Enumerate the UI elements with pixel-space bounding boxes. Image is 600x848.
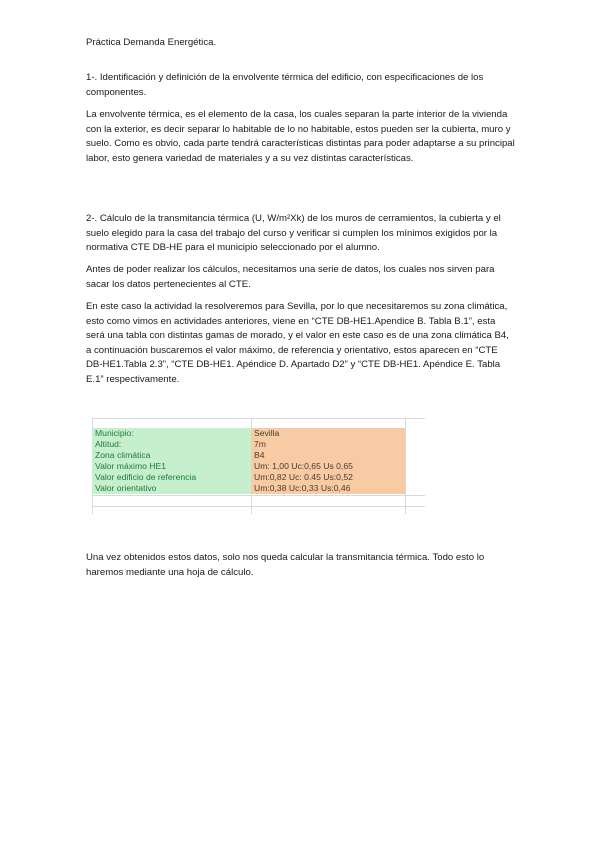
table-row bbox=[92, 428, 425, 439]
section-1-paragraph: La envolvente térmica, es el elemento de la casa, los cuales separan la parte interior de la vivienda con la exterior, es decir separar lo habitable de lo no habitable, estos pueden ser la cubierta, muro y suelo. Como es obvio, cada parte tendrá características distintas para poder adaptarse a su principal labor, esto genera variedad de materiales y a su vez distintas características. bbox=[86, 109, 515, 164]
section-2-paragraph-1: Antes de poder realizar los cálculos, necesitamos una serie de datos, los cuales nos sirven para sacar los datos pertenecientes al CTE. bbox=[86, 264, 495, 290]
table-row bbox=[92, 483, 425, 494]
document-title: Práctica Demanda Energética. bbox=[86, 37, 217, 48]
table-gridline bbox=[92, 506, 425, 507]
table-gridline bbox=[92, 418, 425, 419]
closing-paragraph: Una vez obtenidos estos datos, solo nos queda calcular la transmitancia térmica. Todo esto lo haremos mediante una hoja de cálculo. bbox=[86, 552, 485, 578]
row-label: Valor edificio de referencia bbox=[92, 472, 251, 483]
row-label: Altitud: bbox=[92, 439, 251, 450]
row-value: 7m bbox=[251, 439, 405, 450]
row-value: Um:0,82 Uc: 0.45 Us:0,52 bbox=[251, 472, 405, 483]
climate-data-table bbox=[92, 418, 425, 514]
table-row bbox=[92, 439, 425, 450]
table-row bbox=[92, 472, 425, 483]
table-row bbox=[92, 450, 425, 461]
section-1-heading: 1-. Identificación y definición de la envolvente térmica del edificio, con especificaciones de los componentes. bbox=[86, 72, 484, 98]
row-label: Valor máximo HE1 bbox=[92, 461, 251, 472]
row-label: Municipio: bbox=[92, 428, 251, 439]
section-2-heading: 2-. Cálculo de la transmitancia térmica (U, W/m²Xk) de los muros de cerramientos, la cubierta y el suelo elegido para la casa del trabajo del curso y verificar si cumplen los mínimos exigidos por la normativa CTE DB-HE para el municipio seleccionado por el alumno. bbox=[86, 213, 501, 254]
section-2-paragraph-2: En este caso la actividad la resolveremos para Sevilla, por lo que necesitaremos su zona climática, esto como vimos en actividades anteriores, viene en “CTE DB-HE1.Apendice B. Tabla B.1”, esta será una tabla con distintas gamas de morado, y el valor en este caso es de una zona climática B4, a continuación buscaremos el valor máximo, de referencia y orientativo, estos aparecen en “CTE DB-HE1.Tabla 2.3”, “CTE DB-HE1. Apéndice D. Apartado D2” y “CTE DB-HE1. Apéndice E. Tabla E.1” respectivamente. bbox=[86, 301, 509, 385]
row-value: B4 bbox=[251, 450, 405, 461]
table-row bbox=[92, 461, 425, 472]
row-label: Valor orientativo bbox=[92, 483, 251, 494]
table-gridline bbox=[92, 495, 425, 496]
row-value: Um: 1,00 Uc:0,65 Us 0,65 bbox=[251, 461, 405, 472]
row-value: Sevilla bbox=[251, 428, 405, 439]
row-label: Zona climática bbox=[92, 450, 251, 461]
row-value: Um:0,38 Uc:0,33 Us:0,46 bbox=[251, 483, 405, 494]
